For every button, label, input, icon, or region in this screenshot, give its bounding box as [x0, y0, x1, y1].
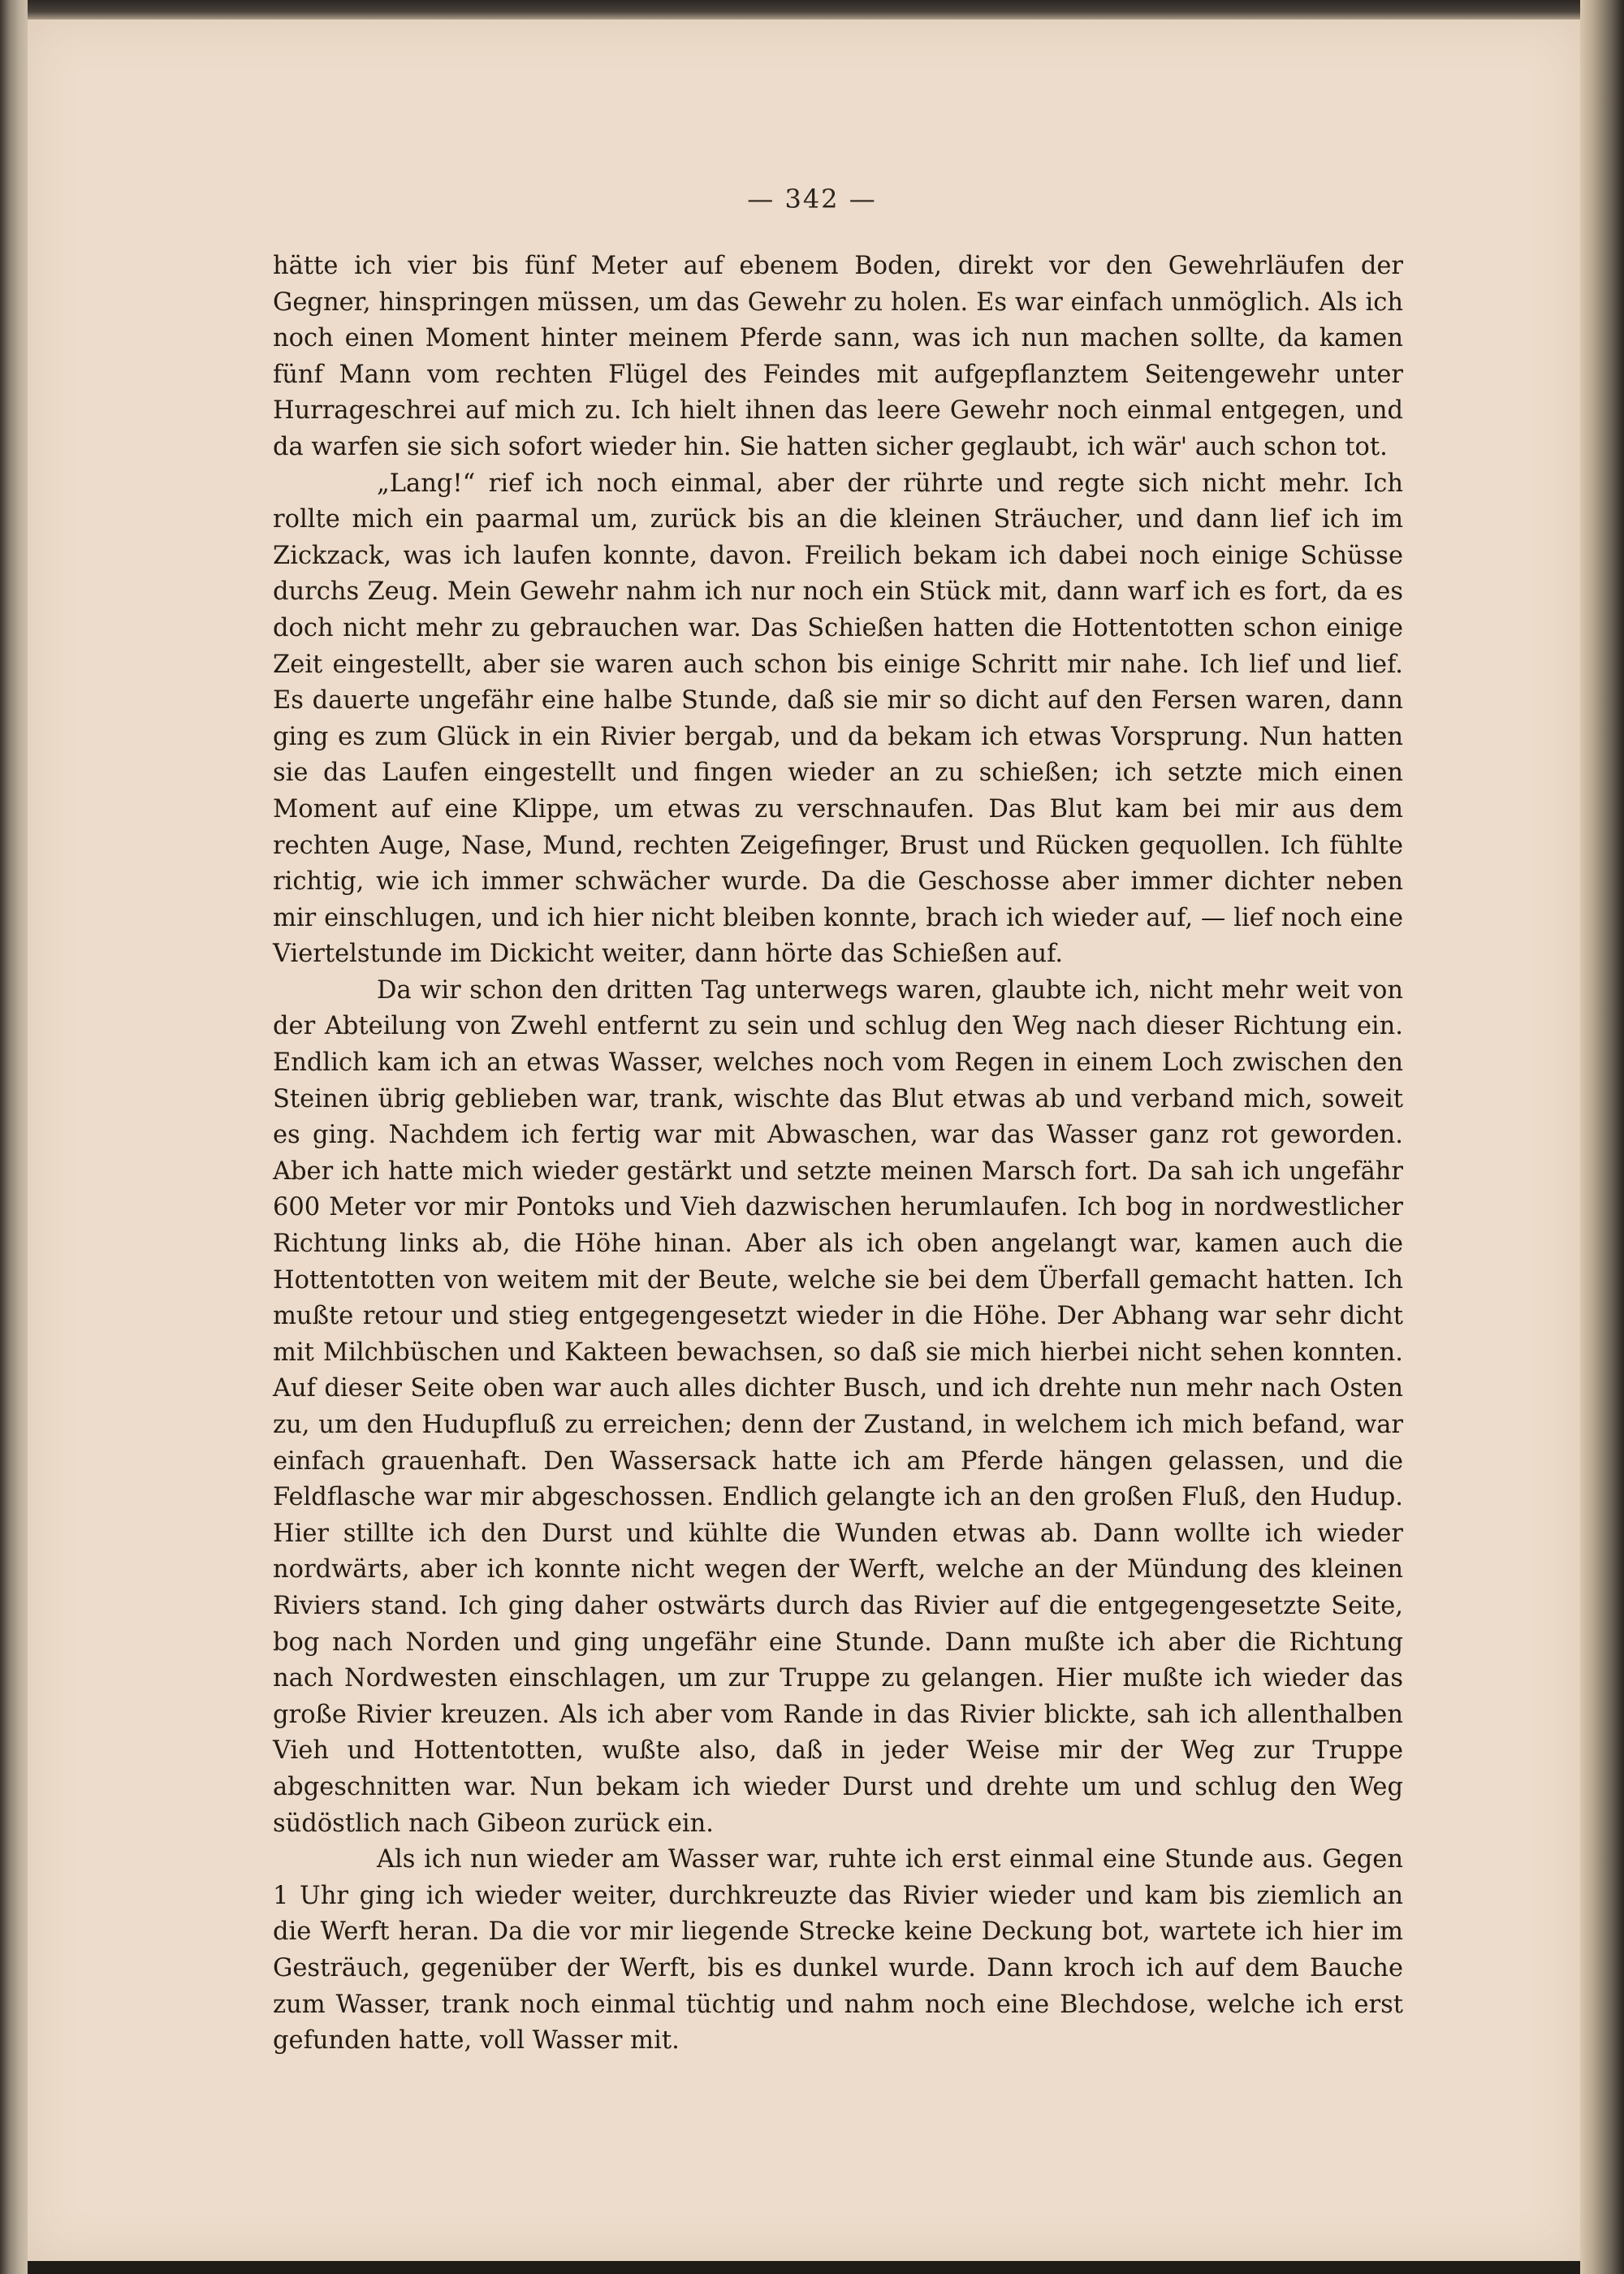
right-page-edge	[1580, 0, 1624, 2274]
paragraph-4: Als ich nun wieder am Wasser war, ruhte ich erst einmal eine Stunde aus. Gegen 1 Uhr ging ich wieder weiter, durchkreuzte das Rivier wieder und kam bis ziemlich an die Werft heran. Da die vor mir liegende Strecke keine Deckung bot, wartete ich hier im Gesträuch, gegenüber der Werft, bis es dunkel wurde. Dann kroch ich auf dem Bauche zum Wasser, trank noch einmal tüchtig und nahm noch eine Blechdose, welche ich erst gefunden hatte, voll Wasser mit.	[273, 1845, 1403, 2056]
body-text	[273, 249, 1403, 2060]
paragraph-2: „Lang!“ rief ich noch einmal, aber der rührte und regte sich nicht mehr. Ich rollte mich ein paarmal um, zurück bis an die kleinen Sträucher, und dann lief ich im Zickzack, was ich laufen konnte, davon. Freilich bekam ich dabei noch einige Schüsse durchs Zeug. Mein Gewehr nahm ich nur noch ein Stück mit, dann warf ich es fort, da es doch nicht mehr zu gebrauchen war. Das Schießen hatten die Hottentotten schon einige Zeit eingestellt, aber sie waren auch schon bis einige Schritt mir nahe. Ich lief und lief. Es dauerte ungefähr eine halbe Stunde, daß sie mir so dicht auf den Fersen waren, dann ging es zum Glück in ein Rivier bergab, und da bekam ich etwas Vorsprung. Nun hatten sie das Laufen eingestellt und fingen wieder an zu schießen; ich setzte mich einen Moment auf eine Klippe, um etwas zu verschnaufen. Das Blut kam bei mir aus dem rechten Auge, Nase, Mund, rechten Zeigefinger, Brust und Rücken gequollen. Ich fühlte richtig, wie ich immer schwächer wurde. Da die Geschosse aber immer dichter neben mir einschlugen, und ich hier nicht bleiben konnte, brach ich wieder auf, — lief noch eine Viertelstunde im Dickicht weiter, dann hörte das Schießen auf.	[273, 469, 1403, 969]
page-number: — 342 —	[747, 184, 877, 214]
top-page-edge	[0, 0, 1624, 19]
paragraph-3: Da wir schon den dritten Tag unterwegs waren, glaubte ich, nicht mehr weit von der Abteilung von Zwehl entfernt zu sein und schlug den Weg nach dieser Richtung ein. Endlich kam ich an etwas Wasser, welches noch vom Regen in einem Loch zwischen den Steinen übrig geblieben war, trank, wischte das Blut etwas ab und verband mich, soweit es ging. Nachdem ich fertig war mit Abwaschen, war das Wasser ganz rot geworden. Aber ich hatte mich wieder gestärkt und setzte meinen Marsch fort. Da sah ich ungefähr 600 Meter vor mir Pontoks und Vieh dazwischen herumlaufen. Ich bog in nordwestlicher Richtung links ab, die Höhe hinan. Aber als ich oben angelangt war, kamen auch die Hottentotten von weitem mit der Beute, welche sie bei dem Überfall gemacht hatten. Ich mußte retour und stieg entgegengesetzt wieder in die Höhe. Der Abhang war sehr dicht mit Milchbüschen und Kakteen bewachsen, so daß sie mich hierbei nicht sehen konnten. Auf dieser Seite oben war auch alles dichter Busch, und ich drehte nun mehr nach Osten zu, um den Hudupfluß zu erreichen; denn der Zustand, in welchem ich mich befand, war einfach grauenhaft. Den Wassersack hatte ich am Pferde hängen gelassen, und die Feldflasche war mir abgeschossen. Endlich gelangte ich an den großen Fluß, den Hudup. Hier stillte ich den Durst und kühlte die Wunden etwas ab. Dann wollte ich wieder nordwärts, aber ich konnte nicht wegen der Werft, welche an der Mündung des kleinen Riviers stand. Ich ging daher ostwärts durch das Rivier auf die entgegengesetzte Seite, bog nach Norden und ging ungefähr eine Stunde. Dann mußte ich aber die Richtung nach Nordwesten einschlagen, um zur Truppe zu gelangen. Hier mußte ich wieder das große Rivier kreuzen. Als ich aber vom Rande in das Rivier blickte, sah ich allenthalben Vieh und Hottentotten, wußte also, daß in jeder Weise mir der Weg zur Truppe abgeschnitten war. Nun bekam ich wieder Durst und drehte um und schlug den Weg südöstlich nach Gibeon zurück ein.	[273, 975, 1403, 1838]
left-page-edge	[0, 0, 28, 2274]
paragraph-1: hätte ich vier bis fünf Meter auf ebenem Boden, direkt vor den Gewehrläufen der Gegner, hinspringen müssen, um das Gewehr zu holen. Es war einfach unmöglich. Als ich noch einen Moment hinter meinem Pferde sann, was ich nun machen sollte, da kamen fünf Mann vom rechten Flügel des Feindes mit aufgepflanztem Seitengewehr unter Hurrageschrei auf mich zu. Ich hielt ihnen das leere Gewehr noch einmal entgegen, und da warfen sie sich sofort wieder hin. Sie hatten sicher geglaubt, ich wär' auch schon tot.	[273, 252, 1403, 461]
